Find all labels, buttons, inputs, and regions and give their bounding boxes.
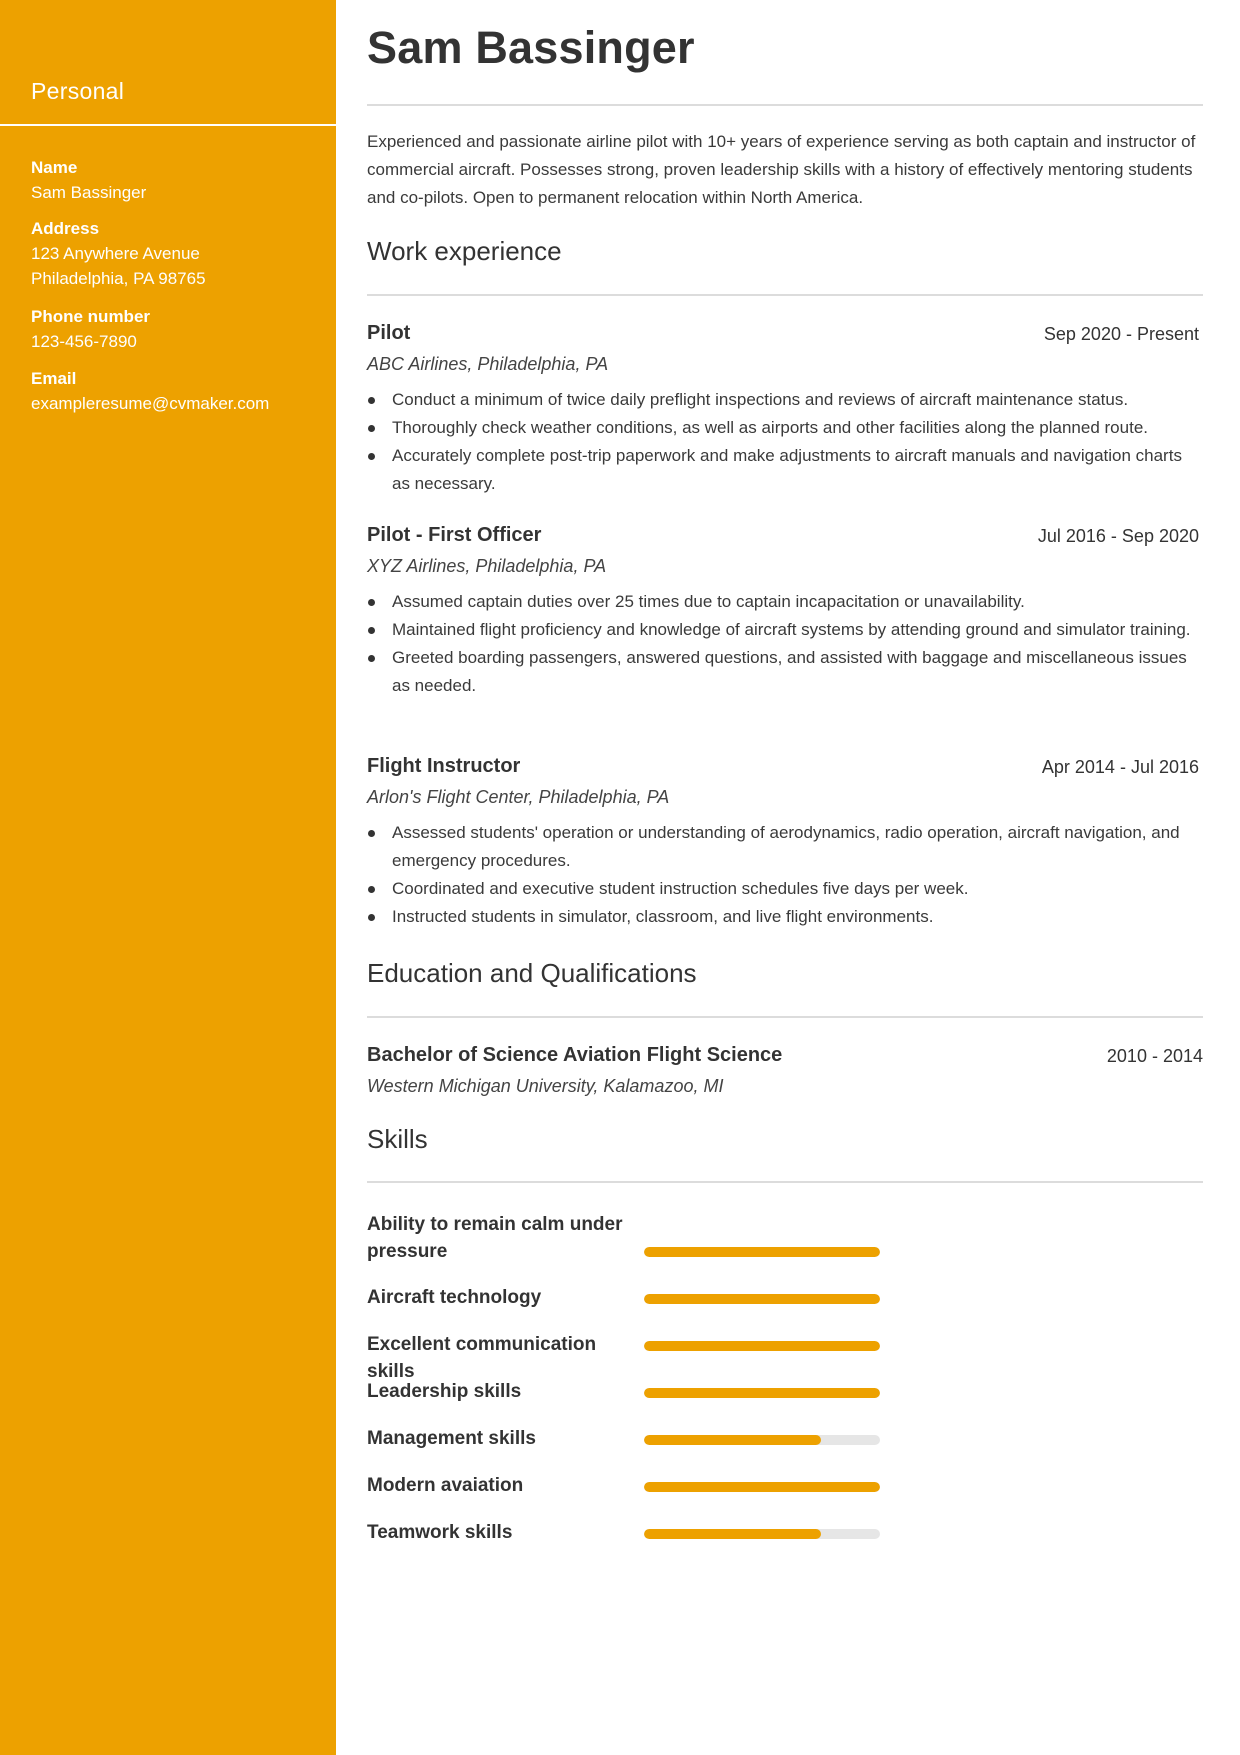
skill-name: Aircraft technology [367, 1287, 542, 1308]
job-company: Arlon's Flight Center, Philadelphia, PA [367, 787, 670, 807]
bullet-icon [368, 599, 375, 606]
field-value: Sam Bassinger [31, 183, 147, 202]
field-name [31, 155, 331, 205]
education-heading: Education and Qualifications [367, 958, 697, 988]
bullet-icon [368, 453, 375, 460]
field-label: Name [31, 158, 78, 177]
skill-bar-fill [644, 1435, 821, 1445]
job-bullet [367, 442, 1203, 498]
skill-bar [644, 1294, 880, 1304]
job-bullet [367, 875, 1203, 903]
candidate-name: Sam Bassinger [367, 22, 695, 73]
summary-text: Experienced and passionate airline pilot with 10+ years of experience serving as both captain and instructor of commercial aircraft. Possesses strong, proven leadership skills with a history of effectively mentoring students and co-pilots. Open to permanent relocation within North America. [367, 132, 1196, 207]
education-divider [367, 1016, 1203, 1018]
skill-bar [644, 1341, 880, 1351]
field-value: Philadelphia, PA 98765 [31, 269, 206, 288]
bullet-text: Maintained flight proficiency and knowledge of aircraft systems by attending ground and simulator training. [392, 620, 1191, 639]
job-bullets [367, 819, 1203, 931]
skill-bar-fill [644, 1482, 880, 1492]
bullet-text: Greeted boarding passengers, answered questions, and assisted with baggage and miscellaneous issues as needed. [392, 648, 1187, 695]
work-heading: Work experience [367, 236, 562, 266]
bullet-text: Conduct a minimum of twice daily preflight inspections and reviews of aircraft maintenance status. [392, 390, 1129, 409]
school-name: Western Michigan University, Kalamazoo, MI [367, 1076, 724, 1096]
bullet-text: Accurately complete post-trip paperwork and make adjustments to aircraft manuals and navigation charts as necessary. [392, 446, 1182, 493]
bullet-icon [368, 886, 375, 893]
job-title: Pilot - First Officer [367, 524, 542, 546]
job-bullet [367, 386, 1203, 414]
bullet-icon [368, 914, 375, 921]
bullet-text: Instructed students in simulator, classroom, and live flight environments. [392, 907, 934, 926]
skill-name: Management skills [367, 1428, 536, 1449]
field-phone [31, 304, 331, 354]
header-divider [367, 104, 1203, 106]
skill-bar-fill [644, 1294, 880, 1304]
skill-bar [644, 1435, 880, 1445]
skill-bar [644, 1388, 880, 1398]
job-company: ABC Airlines, Philadelphia, PA [367, 354, 609, 374]
skill-bar [644, 1529, 880, 1539]
job-dates: Jul 2016 - Sep 2020 [1037, 526, 1199, 546]
skill-bar-fill [644, 1388, 880, 1398]
skill-bar-fill [644, 1247, 880, 1257]
skill-name: Excellent communication skills [367, 1334, 597, 1382]
job-bullet [367, 644, 1203, 700]
job-bullet [367, 588, 1203, 616]
job-bullets [367, 386, 1203, 498]
skill-name: Leadership skills [367, 1381, 522, 1402]
field-label: Address [31, 219, 100, 238]
field-address [31, 216, 331, 291]
bullet-icon [368, 627, 375, 634]
field-value: 123-456-7890 [31, 332, 137, 351]
job-bullet [367, 414, 1203, 442]
field-label: Phone number [31, 307, 151, 326]
field-email [31, 366, 331, 416]
skills-heading: Skills [367, 1124, 428, 1154]
skill-name: Teamwork skills [367, 1522, 513, 1543]
field-label: Email [31, 369, 77, 388]
bullet-text: Assessed students' operation or understanding of aerodynamics, radio operation, aircraft navigation, and emergency procedures. [392, 823, 1180, 870]
job-title: Pilot [367, 322, 411, 344]
bullet-text: Thoroughly check weather conditions, as well as airports and other facilities along the planned route. [392, 418, 1148, 437]
job-dates: Sep 2020 - Present [1043, 324, 1199, 344]
job-bullets [367, 588, 1203, 700]
bullet-icon [368, 655, 375, 662]
education-dates: 2010 - 2014 [1106, 1046, 1203, 1066]
skill-bar-fill [644, 1341, 880, 1351]
skill-bar-fill [644, 1529, 821, 1539]
skill-bar [644, 1482, 880, 1492]
personal-sidebar [0, 0, 336, 1755]
skills-divider [367, 1181, 1203, 1183]
job-company: XYZ Airlines, Philadelphia, PA [367, 556, 607, 576]
bullet-text: Coordinated and executive student instruction schedules five days per week. [392, 879, 969, 898]
bullet-text: Assumed captain duties over 25 times due to captain incapacitation or unavailability. [392, 592, 1025, 611]
personal-divider [0, 124, 336, 126]
job-title: Flight Instructor [367, 755, 521, 777]
bullet-icon [368, 830, 375, 837]
field-value: exampleresume@cvmaker.com [31, 394, 270, 413]
bullet-icon [368, 397, 375, 404]
work-divider [367, 294, 1203, 296]
bullet-icon [368, 425, 375, 432]
job-bullet [367, 616, 1203, 644]
job-dates: Apr 2014 - Jul 2016 [1041, 757, 1199, 777]
skill-name: Ability to remain calm under pressure [367, 1214, 623, 1262]
personal-heading: Personal [31, 78, 125, 104]
job-bullet [367, 903, 1203, 931]
degree-title: Bachelor of Science Aviation Flight Science [367, 1044, 783, 1066]
skill-bar [644, 1247, 880, 1257]
skill-name: Modern avaiation [367, 1475, 524, 1496]
field-value: 123 Anywhere Avenue [31, 244, 200, 263]
job-bullet [367, 819, 1203, 875]
